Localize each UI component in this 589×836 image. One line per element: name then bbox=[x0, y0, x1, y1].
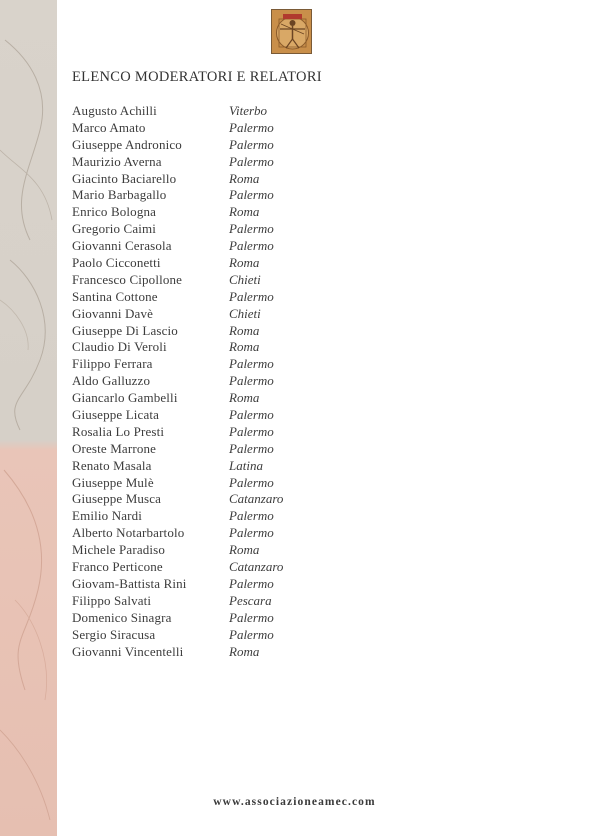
participant-city: Palermo bbox=[229, 440, 274, 456]
participant-city: Roma bbox=[229, 255, 260, 271]
participant-city: Pescara bbox=[229, 592, 272, 608]
participant-name: Renato Masala bbox=[72, 457, 152, 473]
participant-name: Giacinto Baciarello bbox=[72, 170, 177, 186]
participant-name: Giovanni Cerasola bbox=[72, 238, 172, 254]
participant-city: Palermo bbox=[229, 356, 274, 372]
participant-row bbox=[72, 323, 283, 340]
participant-name: Augusto Achilli bbox=[72, 103, 157, 118]
participant-row bbox=[72, 644, 283, 661]
participant-city: Palermo bbox=[229, 221, 274, 237]
participant-row bbox=[72, 154, 283, 171]
participant-name: Gregorio Caimi bbox=[72, 221, 157, 237]
participant-row bbox=[72, 339, 283, 356]
participant-row bbox=[72, 627, 283, 644]
participant-name: Giovanni Vincentelli bbox=[72, 643, 184, 659]
participant-city: Palermo bbox=[229, 423, 274, 439]
participant-name: Francesco Cipollone bbox=[72, 271, 183, 287]
page-title: ELENCO MODERATORI E RELATORI bbox=[72, 69, 322, 85]
participant-name: Giovam-Battista Rini bbox=[72, 575, 187, 591]
participant-name: Giovanni Davè bbox=[72, 305, 154, 321]
participant-name: Mario Barbagallo bbox=[72, 187, 167, 203]
participant-row bbox=[72, 525, 283, 542]
participant-city: Palermo bbox=[229, 373, 274, 389]
participant-row bbox=[72, 120, 283, 137]
participant-city: Palermo bbox=[229, 626, 274, 642]
participant-row bbox=[72, 508, 283, 525]
participant-city: Palermo bbox=[229, 508, 274, 524]
participant-city: Catanzaro bbox=[229, 491, 284, 507]
participant-row bbox=[72, 576, 283, 593]
decorative-side-band bbox=[0, 0, 57, 836]
participant-name: Giuseppe Musca bbox=[72, 491, 162, 507]
participant-name: Michele Paradiso bbox=[72, 542, 166, 558]
participant-name: Giuseppe Andronico bbox=[72, 136, 182, 152]
participant-city: Catanzaro bbox=[229, 559, 284, 575]
participant-city: Palermo bbox=[229, 187, 274, 203]
participant-city: Viterbo bbox=[229, 103, 268, 118]
participant-row bbox=[72, 272, 283, 289]
participant-name: Oreste Marrone bbox=[72, 440, 157, 456]
participant-city: Palermo bbox=[229, 136, 274, 152]
sketch-drawing-decoration bbox=[0, 0, 57, 836]
participant-row bbox=[72, 407, 283, 424]
participant-row bbox=[72, 559, 283, 576]
participant-row bbox=[72, 238, 283, 255]
participant-row bbox=[72, 610, 283, 627]
participant-row bbox=[72, 171, 283, 188]
participant-name: Paolo Cicconetti bbox=[72, 255, 161, 271]
participant-row bbox=[72, 441, 283, 458]
participant-name: Giancarlo Gambelli bbox=[72, 390, 178, 406]
participant-name: Giuseppe Mulè bbox=[72, 474, 154, 490]
participant-name: Giuseppe Di Lascio bbox=[72, 322, 178, 338]
participant-name: Filippo Ferrara bbox=[72, 356, 153, 372]
participant-name: Maurizio Averna bbox=[72, 153, 162, 169]
participant-name: Sergio Siracusa bbox=[72, 626, 156, 642]
participant-row bbox=[72, 458, 283, 475]
website-footer bbox=[0, 796, 589, 808]
participant-list bbox=[72, 103, 283, 660]
participant-name: Alberto Notarbartolo bbox=[72, 525, 185, 541]
participant-row bbox=[72, 356, 283, 373]
participant-row bbox=[72, 137, 283, 154]
website-url: www.associazioneamec.com bbox=[213, 796, 376, 808]
participant-name: Domenico Sinagra bbox=[72, 609, 172, 625]
participant-city: Palermo bbox=[229, 407, 274, 423]
participant-row bbox=[72, 289, 283, 306]
participant-city: Roma bbox=[229, 643, 260, 659]
participant-row bbox=[72, 221, 283, 238]
participant-city: Palermo bbox=[229, 474, 274, 490]
participant-row bbox=[72, 542, 283, 559]
participant-row bbox=[72, 424, 283, 441]
participant-city: Palermo bbox=[229, 575, 274, 591]
participant-name: Rosalia Lo Presti bbox=[72, 423, 165, 439]
participant-city: Palermo bbox=[229, 525, 274, 541]
participant-row bbox=[72, 491, 283, 508]
participant-city: Roma bbox=[229, 339, 260, 355]
participant-city: Roma bbox=[229, 170, 260, 186]
vitruvian-man-logo-icon bbox=[271, 9, 312, 54]
participant-city: Palermo bbox=[229, 238, 274, 254]
participant-name: Giuseppe Licata bbox=[72, 407, 160, 423]
participant-city: Palermo bbox=[229, 288, 274, 304]
participant-row bbox=[72, 255, 283, 272]
participant-name: Aldo Galluzzo bbox=[72, 373, 151, 389]
participant-name: Franco Perticone bbox=[72, 559, 163, 575]
participant-city: Palermo bbox=[229, 609, 274, 625]
participant-city: Chieti bbox=[229, 271, 261, 287]
participant-row bbox=[72, 204, 283, 221]
participant-city: Latina bbox=[229, 457, 263, 473]
participant-name: Enrico Bologna bbox=[72, 204, 157, 220]
participant-name: Emilio Nardi bbox=[72, 508, 143, 524]
participant-city: Roma bbox=[229, 542, 260, 558]
participant-name: Claudio Di Veroli bbox=[72, 339, 167, 355]
participant-city: Roma bbox=[229, 322, 260, 338]
participant-row bbox=[72, 475, 283, 492]
participant-row bbox=[72, 187, 283, 204]
participant-city: Chieti bbox=[229, 305, 261, 321]
participant-row bbox=[72, 373, 283, 390]
participant-city: Palermo bbox=[229, 119, 274, 135]
participant-name: Santina Cottone bbox=[72, 288, 158, 304]
participant-row bbox=[72, 306, 283, 323]
participant-city: Roma bbox=[229, 390, 260, 406]
participant-name: Filippo Salvati bbox=[72, 592, 152, 608]
participant-row bbox=[72, 390, 283, 407]
participant-row bbox=[72, 593, 283, 610]
participant-name: Marco Amato bbox=[72, 119, 146, 135]
participant-city: Palermo bbox=[229, 153, 274, 169]
participant-row bbox=[72, 103, 283, 120]
participant-city: Roma bbox=[229, 204, 260, 220]
